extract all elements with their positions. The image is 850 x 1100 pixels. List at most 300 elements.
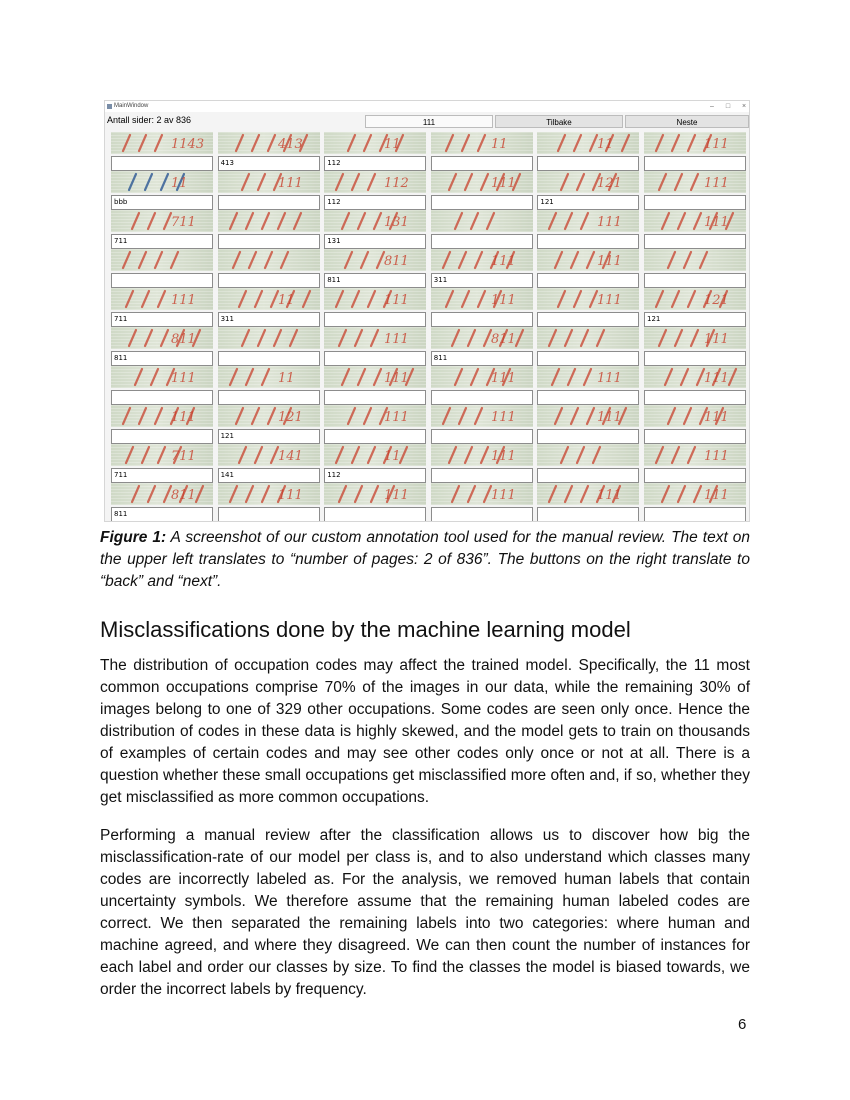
ink-stroke: [462, 135, 469, 151]
ink-stroke: [565, 486, 572, 502]
back-button[interactable]: Tilbake: [495, 115, 623, 128]
paragraph-1: The distribution of occupation codes may affect the trained model. Specifically, the 11 most common occupations comprise 70% of the images in our data, while the remaining 30% of images belong to one of 329 other occupations. Some codes are seen only once. Hence the distribution of codes in these data is highly skewed, and the model gets to train on thousands of examples of certain codes and may see other codes only once or not at all. There is a question whether these small occupations get misclassified more often and, if so, whether they get misclassified as more common occupations.: [100, 657, 750, 806]
handwritten-code-image[interactable]: [324, 249, 426, 271]
ink-stroke: [549, 486, 556, 502]
code-input-field[interactable]: 141: [218, 468, 320, 483]
handwritten-code-image[interactable]: [431, 483, 533, 505]
ink-stroke: [358, 213, 365, 229]
ink-stroke: [455, 369, 462, 385]
ink-stroke: [571, 252, 578, 268]
window-titlebar: [105, 101, 749, 112]
grid-cell: [644, 132, 746, 170]
handwritten-ink-text: 141: [277, 449, 303, 464]
handwritten-code-image[interactable]: [324, 366, 426, 388]
handwritten-ink-text: 111: [384, 293, 410, 308]
handwritten-code-image[interactable]: [431, 210, 533, 232]
handwritten-code-image[interactable]: [644, 327, 746, 349]
next-button[interactable]: Neste: [625, 115, 749, 128]
ink-stroke: [148, 213, 155, 229]
ink-stroke: [377, 252, 384, 268]
grid-cell: [537, 366, 639, 404]
ink-stroke: [246, 369, 253, 385]
handwritten-code-image[interactable]: [324, 132, 426, 154]
ink-stroke: [242, 330, 249, 346]
grid-cell: [324, 132, 426, 170]
ink-stroke: [262, 369, 269, 385]
code-input-field[interactable]: [431, 195, 533, 210]
handwritten-ink-text: 111: [704, 488, 729, 503]
ink-stroke: [597, 330, 604, 346]
handwritten-ink-text: 111: [171, 293, 196, 308]
grid-cell: [324, 366, 426, 404]
handwritten-ink-text: 111: [277, 488, 303, 503]
ink-stroke: [236, 135, 243, 151]
ink-stroke: [565, 330, 572, 346]
code-input-field[interactable]: 121: [537, 195, 639, 210]
grid-cell: [537, 171, 639, 209]
ink-stroke: [126, 291, 133, 307]
grid-cell: [111, 249, 213, 287]
ink-stroke: [268, 135, 275, 151]
handwritten-ink-text: 811: [490, 332, 516, 347]
handwritten-ink-text: 111: [384, 332, 410, 347]
handwritten-code-image[interactable]: [431, 132, 533, 154]
code-input-field[interactable]: [537, 312, 639, 327]
grid-cell: [324, 210, 426, 248]
ink-stroke: [622, 135, 629, 151]
ink-stroke: [590, 135, 597, 151]
ink-stroke: [565, 213, 572, 229]
code-input-field[interactable]: 711: [111, 234, 213, 249]
ink-stroke: [348, 408, 355, 424]
handwritten-code-image[interactable]: [218, 366, 320, 388]
handwritten-code-image[interactable]: [644, 444, 746, 466]
code-input-field[interactable]: [431, 234, 533, 249]
ink-stroke: [552, 369, 559, 385]
handwritten-code-image[interactable]: [324, 288, 426, 310]
ink-stroke: [358, 369, 365, 385]
ink-stroke: [478, 135, 485, 151]
grid-cell: [324, 171, 426, 209]
handwritten-code-image[interactable]: [537, 405, 639, 427]
ink-stroke: [478, 291, 485, 307]
code-input-field[interactable]: [111, 390, 213, 405]
handwritten-code-image[interactable]: [431, 327, 533, 349]
code-input-field[interactable]: [644, 429, 746, 444]
handwritten-ink-text: 111: [490, 293, 516, 308]
ink-stroke: [656, 447, 663, 463]
ink-stroke: [471, 213, 478, 229]
handwritten-code-image[interactable]: [218, 327, 320, 349]
code-input-field[interactable]: [537, 468, 639, 483]
handwritten-code-image[interactable]: [218, 288, 320, 310]
handwritten-code-image[interactable]: [111, 132, 213, 154]
code-input-field[interactable]: [218, 390, 320, 405]
ink-stroke: [158, 291, 165, 307]
ink-stroke: [681, 369, 688, 385]
code-input-field[interactable]: 131: [324, 234, 426, 249]
handwritten-code-image[interactable]: [111, 288, 213, 310]
handwritten-code-image[interactable]: [537, 249, 639, 271]
grid-cell: [111, 132, 213, 170]
code-input-field[interactable]: [537, 273, 639, 288]
grid-cell: [111, 327, 213, 365]
paragraph-2: Performing a manual review after the classification allows us to discover how big the misclassification-rate of our model per class is, and to also understand which classes many codes are incorrectly labeled as. For the analysis, we removed human labels that contain uncertainty symbols. We therefore assume that the remaining human labeled codes are correct. We then separated the remaining labels into two categories: where human and machine agreed, and where they disagreed. We can then count the number of instances for each label and order our classes by size. To find the classes the model is biased towards, we order the incorrect labels by frequency.: [100, 827, 750, 998]
handwritten-code-image[interactable]: [431, 444, 533, 466]
ink-stroke: [700, 252, 707, 268]
code-input-field[interactable]: [644, 234, 746, 249]
code-input-field[interactable]: 112: [324, 468, 426, 483]
ink-stroke: [239, 291, 246, 307]
handwritten-ink-text: 121: [704, 293, 729, 308]
ink-stroke: [258, 330, 265, 346]
ink-stroke: [271, 291, 278, 307]
code-input-field[interactable]: 711: [111, 468, 213, 483]
ink-stroke: [352, 174, 359, 190]
handwritten-code-image[interactable]: [111, 483, 213, 505]
ink-stroke: [271, 447, 278, 463]
handwritten-ink-text: 1143: [171, 137, 205, 152]
ink-stroke: [371, 330, 378, 346]
handwritten-ink-text: 111: [171, 371, 196, 386]
minimize-button[interactable]: –: [710, 103, 714, 110]
handwritten-code-image[interactable]: [111, 327, 213, 349]
ink-stroke: [239, 447, 246, 463]
grid-cell: [644, 288, 746, 326]
ink-stroke: [364, 408, 371, 424]
ink-stroke: [678, 213, 685, 229]
ink-stroke: [255, 291, 262, 307]
code-input-field[interactable]: [111, 273, 213, 288]
handwritten-code-image[interactable]: [111, 366, 213, 388]
caption-text: A screenshot of our custom annotation tool used for the manual review. The text on the upper left translates to “number of pages: 2 of 836”. The buttons on the right translate to “back” and “next”.: [100, 529, 750, 590]
handwritten-code-image[interactable]: [218, 444, 320, 466]
code-input-field[interactable]: [111, 429, 213, 444]
grid-cell: [111, 483, 213, 521]
grid-cell: [431, 249, 533, 287]
code-input-field[interactable]: 311: [431, 273, 533, 288]
ink-stroke: [593, 447, 600, 463]
ink-stroke: [678, 486, 685, 502]
ink-stroke: [697, 369, 704, 385]
handwritten-code-image[interactable]: [644, 366, 746, 388]
handwritten-code-image[interactable]: [111, 405, 213, 427]
code-input-field[interactable]: 311: [218, 312, 320, 327]
handwritten-ink-text: 811: [384, 254, 410, 269]
ink-stroke: [452, 330, 459, 346]
handwritten-code-image[interactable]: [644, 288, 746, 310]
ink-stroke: [729, 369, 736, 385]
code-input-field[interactable]: bbb: [111, 195, 213, 210]
code-input-field[interactable]: [644, 195, 746, 210]
handwritten-ink-text: 111: [384, 488, 410, 503]
ink-stroke: [339, 330, 346, 346]
ink-stroke: [688, 447, 695, 463]
handwritten-ink-text: 111: [490, 410, 516, 425]
grid-cell: [111, 210, 213, 248]
code-input-field[interactable]: [324, 351, 426, 366]
code-input-field[interactable]: [537, 390, 639, 405]
code-input-field[interactable]: [537, 351, 639, 366]
grid-cell: [537, 288, 639, 326]
handwritten-code-image[interactable]: [537, 171, 639, 193]
ink-stroke: [656, 291, 663, 307]
handwritten-code-image[interactable]: [644, 405, 746, 427]
code-input-field[interactable]: [537, 156, 639, 171]
code-input-field[interactable]: [431, 429, 533, 444]
code-input-field[interactable]: 413: [218, 156, 320, 171]
ink-stroke: [481, 174, 488, 190]
code-input-field[interactable]: [431, 312, 533, 327]
ink-stroke: [549, 330, 556, 346]
code-input-field[interactable]: [537, 507, 639, 522]
handwritten-ink-text: 111: [704, 371, 729, 386]
handwritten-code-image[interactable]: [218, 210, 320, 232]
ink-stroke: [662, 486, 669, 502]
ink-stroke: [123, 408, 130, 424]
handwritten-ink-text: 111: [384, 410, 410, 425]
handwritten-ink-text: 111: [597, 488, 623, 503]
ink-stroke: [577, 174, 584, 190]
handwritten-code-image[interactable]: [644, 483, 746, 505]
page-number: 6: [738, 1016, 747, 1033]
grid-cell: [431, 132, 533, 170]
code-input-field[interactable]: [324, 312, 426, 327]
grid-cell: [644, 210, 746, 248]
code-input-field[interactable]: [537, 429, 639, 444]
handwritten-code-image[interactable]: [431, 405, 533, 427]
handwritten-code-image[interactable]: [431, 249, 533, 271]
ink-stroke: [155, 135, 162, 151]
handwritten-code-image[interactable]: [218, 483, 320, 505]
code-input-field[interactable]: 121: [218, 429, 320, 444]
code-input-field[interactable]: [218, 195, 320, 210]
close-button[interactable]: ×: [741, 103, 747, 110]
ink-stroke: [252, 135, 259, 151]
ink-stroke: [659, 174, 666, 190]
handwritten-code-image[interactable]: [324, 405, 426, 427]
handwritten-ink-text: 111: [597, 410, 623, 425]
page-count-label: Antall sider: 2 av 836: [107, 115, 192, 125]
grid-cell: [324, 405, 426, 443]
handwritten-code-image[interactable]: [537, 132, 639, 154]
code-input-field[interactable]: 811: [324, 273, 426, 288]
handwritten-code-image[interactable]: [111, 210, 213, 232]
grid-cell: [111, 444, 213, 482]
code-input-field[interactable]: [644, 390, 746, 405]
ink-stroke: [465, 174, 472, 190]
grid-cell: [644, 444, 746, 482]
code-input-field[interactable]: [431, 507, 533, 522]
grid-cell: [431, 405, 533, 443]
handwritten-code-image[interactable]: [111, 444, 213, 466]
grid-cell: [111, 366, 213, 404]
handwritten-code-image[interactable]: [644, 210, 746, 232]
handwritten-ink-text: 11: [384, 449, 401, 464]
code-input-field[interactable]: 811: [111, 351, 213, 366]
handwritten-ink-text: 111: [490, 254, 516, 269]
ink-stroke: [336, 174, 343, 190]
handwritten-code-image[interactable]: [324, 210, 426, 232]
code-input-field[interactable]: [324, 507, 426, 522]
ink-stroke: [459, 252, 466, 268]
handwritten-code-image[interactable]: [537, 366, 639, 388]
ink-stroke: [123, 252, 130, 268]
ink-stroke: [255, 447, 262, 463]
handwritten-code-image[interactable]: [644, 171, 746, 193]
code-input-field[interactable]: [644, 351, 746, 366]
handwritten-code-image[interactable]: [324, 327, 426, 349]
handwritten-code-image[interactable]: [324, 171, 426, 193]
ink-stroke: [656, 135, 663, 151]
code-input-field[interactable]: [537, 234, 639, 249]
ink-stroke: [368, 291, 375, 307]
ink-stroke: [475, 408, 482, 424]
code-input-field[interactable]: [218, 273, 320, 288]
handwritten-ink-text: 11: [171, 176, 188, 191]
handwritten-code-image[interactable]: [537, 444, 639, 466]
code-input-field[interactable]: 121: [644, 312, 746, 327]
grid-cell: [644, 327, 746, 365]
handwritten-code-image[interactable]: [644, 132, 746, 154]
ink-stroke: [459, 408, 466, 424]
handwritten-code-image[interactable]: [644, 249, 746, 271]
code-input-field[interactable]: 811: [431, 351, 533, 366]
ink-stroke: [196, 486, 203, 502]
ink-stroke: [468, 330, 475, 346]
ink-stroke: [142, 447, 149, 463]
toolbar: [105, 113, 749, 129]
code-input-field[interactable]: [431, 390, 533, 405]
ink-stroke: [294, 213, 301, 229]
code-input-field[interactable]: [111, 156, 213, 171]
ink-stroke: [339, 486, 346, 502]
code-input-field[interactable]: 112: [324, 156, 426, 171]
ink-stroke: [662, 213, 669, 229]
ink-stroke: [475, 252, 482, 268]
handwritten-ink-text: 111: [597, 254, 623, 269]
handwritten-code-image[interactable]: [537, 288, 639, 310]
code-input-field[interactable]: [644, 507, 746, 522]
code-input-field[interactable]: 811: [111, 507, 213, 522]
ink-stroke: [303, 291, 310, 307]
ink-stroke: [568, 369, 575, 385]
ink-stroke: [262, 486, 269, 502]
ink-stroke: [465, 447, 472, 463]
handwritten-code-image[interactable]: [324, 483, 426, 505]
ink-stroke: [164, 213, 171, 229]
grid-cell: [644, 366, 746, 404]
ink-stroke: [581, 330, 588, 346]
code-input-field[interactable]: [431, 156, 533, 171]
grid-cell: [324, 327, 426, 365]
handwritten-code-image[interactable]: [218, 132, 320, 154]
ink-stroke: [549, 213, 556, 229]
ink-stroke: [135, 369, 142, 385]
code-input-field[interactable]: [218, 507, 320, 522]
handwritten-code-image[interactable]: [431, 288, 533, 310]
ink-stroke: [129, 330, 136, 346]
ink-stroke: [151, 369, 158, 385]
handwritten-ink-text: 111: [490, 176, 516, 191]
handwritten-code-image[interactable]: [111, 171, 213, 193]
handwritten-code-image[interactable]: [324, 444, 426, 466]
ink-stroke: [145, 330, 152, 346]
handwritten-code-image[interactable]: [537, 483, 639, 505]
handwritten-ink-text: 121: [597, 176, 623, 191]
section-heading: Misclassifications done by the machine learning model: [100, 617, 631, 642]
code-input-field[interactable]: [218, 351, 320, 366]
code-input-field[interactable]: [644, 156, 746, 171]
handwritten-code-image[interactable]: [431, 171, 533, 193]
handwritten-code-image[interactable]: [218, 249, 320, 271]
grid-cell: [431, 327, 533, 365]
handwritten-ink-text: 11: [597, 137, 614, 152]
code-input-field[interactable]: [324, 429, 426, 444]
figure-label: Figure 1:: [100, 529, 167, 546]
handwritten-code-image[interactable]: [431, 366, 533, 388]
ink-stroke: [148, 486, 155, 502]
handwritten-ink-text: 413: [277, 137, 303, 152]
ink-stroke: [561, 447, 568, 463]
code-input-field[interactable]: [644, 468, 746, 483]
ink-stroke: [468, 486, 475, 502]
ink-stroke: [668, 252, 675, 268]
ink-stroke: [694, 486, 701, 502]
ink-stroke: [278, 213, 285, 229]
ink-stroke: [155, 252, 162, 268]
grid-cell: [218, 483, 320, 521]
handwritten-ink-text: 111: [597, 215, 623, 230]
ink-stroke: [574, 291, 581, 307]
grid-cell: [644, 405, 746, 443]
ink-stroke: [446, 291, 453, 307]
handwritten-ink-text: 111: [704, 215, 729, 230]
handwritten-code-image[interactable]: [537, 210, 639, 232]
code-input-field[interactable]: [324, 390, 426, 405]
ink-stroke: [336, 447, 343, 463]
ink-stroke: [455, 213, 462, 229]
handwritten-code-image[interactable]: [537, 327, 639, 349]
current-code-field[interactable]: 111: [365, 115, 493, 128]
ink-stroke: [233, 252, 240, 268]
grid-cell: [537, 483, 639, 521]
handwritten-code-image[interactable]: [218, 405, 320, 427]
ink-stroke: [481, 447, 488, 463]
grid-cell: [431, 366, 533, 404]
code-input-field[interactable]: 711: [111, 312, 213, 327]
handwritten-ink-text: 11: [277, 371, 295, 386]
grid-cell: [537, 210, 639, 248]
code-input-field[interactable]: [644, 273, 746, 288]
code-input-field[interactable]: [218, 234, 320, 249]
ink-stroke: [574, 135, 581, 151]
grid-cell: [537, 444, 639, 482]
handwritten-code-image[interactable]: [218, 171, 320, 193]
ink-stroke: [355, 330, 362, 346]
grid-cell: [111, 171, 213, 209]
grid-cell: [324, 483, 426, 521]
grid-cell: [431, 444, 533, 482]
maximize-button[interactable]: □: [725, 103, 731, 110]
code-input-field[interactable]: [431, 468, 533, 483]
code-input-field[interactable]: 112: [324, 195, 426, 210]
handwritten-code-image[interactable]: [111, 249, 213, 271]
ink-stroke: [361, 252, 368, 268]
ink-stroke: [126, 447, 133, 463]
ink-stroke: [487, 213, 494, 229]
ink-stroke: [336, 291, 343, 307]
